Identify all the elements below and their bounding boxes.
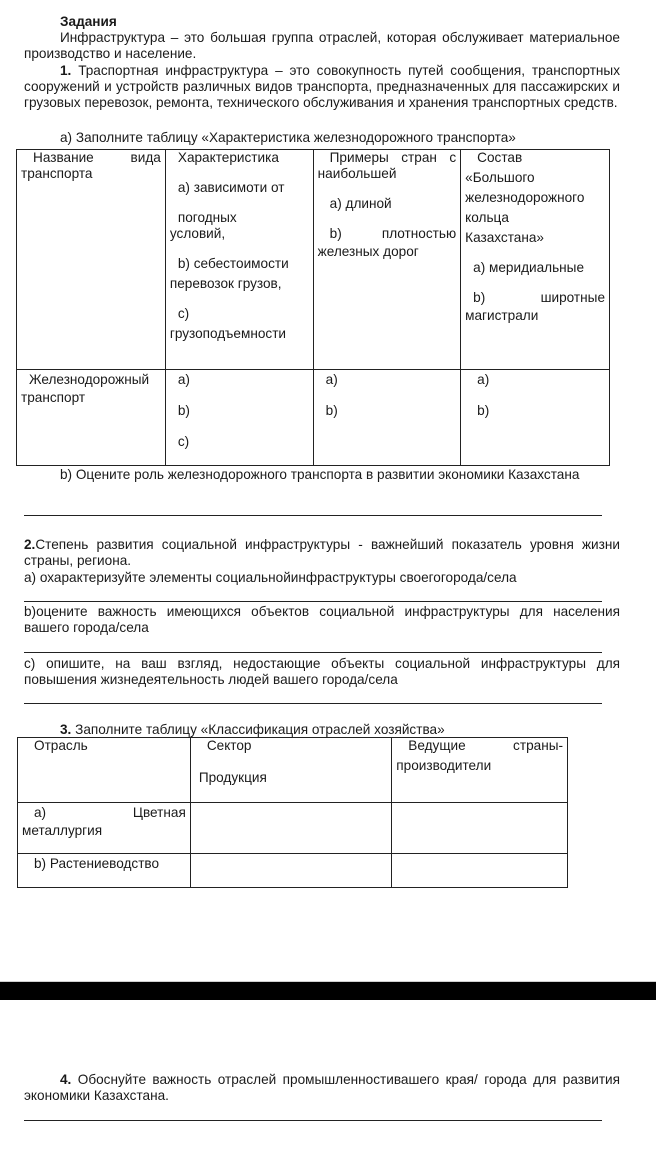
- railway-table: [16, 149, 610, 466]
- header-text: Продукция: [198, 770, 267, 785]
- cell-text: а) Цветная: [34, 805, 186, 820]
- header-ring-composition: [461, 150, 610, 370]
- header-text: перевозок грузов,: [169, 276, 282, 291]
- header-text: грузоподъемности: [169, 326, 287, 341]
- economy-table-header-row: [18, 738, 568, 803]
- task1-number: 1.: [60, 63, 72, 78]
- task3-title: [60, 722, 445, 738]
- page-heading: Задания: [60, 14, 117, 29]
- task2-text: Степень развития социальной инфраструктуры - важнейший показатель уровня жизни страны, региона.: [24, 537, 620, 568]
- task4-text: Обоснуйте важность отраслей промышленностивашего края/ города для развития экономики Казахстана.: [24, 1072, 620, 1103]
- answer-line-4[interactable]: [24, 1120, 602, 1121]
- header-text: железных дорог: [317, 244, 419, 259]
- cell-text: Железнодорожный: [29, 372, 150, 387]
- header-text: кольца: [465, 210, 509, 225]
- header-text: Название вида: [33, 150, 161, 165]
- cell-characteristics-answer[interactable]: [165, 370, 313, 466]
- intro-paragraph: Инфраструктура – это большая группа отраслей, которая обслуживает материальное производство и население.: [24, 30, 620, 61]
- cell-branch: [18, 803, 191, 854]
- cell-text: b): [325, 403, 338, 418]
- header-text: b) себестоимости: [177, 256, 289, 271]
- cell-text: a): [177, 372, 190, 387]
- header-text: а) зависимоти от: [177, 180, 285, 195]
- page-separator-bar: [0, 982, 656, 1000]
- header-text: железнодорожного: [465, 190, 585, 205]
- header-leading-countries: [392, 738, 568, 803]
- task2-subtask-a: а) охарактеризуйте элементы социальнойинфраструктуры своегогорода/села: [24, 570, 517, 585]
- economy-table-row: [18, 854, 568, 888]
- header-text: производители: [396, 758, 492, 773]
- cell-countries-answer[interactable]: [392, 854, 568, 888]
- header-text: b) плотностью: [329, 226, 457, 241]
- railway-table-header-row: [17, 150, 610, 370]
- header-text: погодных: [177, 210, 237, 225]
- cell-text: b): [177, 403, 190, 418]
- economy-table: [17, 737, 568, 888]
- answer-line-2b[interactable]: [24, 652, 602, 653]
- task4-number: 4.: [60, 1072, 72, 1087]
- task3-title-text: Заполните таблицу «Классификация отраслей хозяйства»: [75, 722, 445, 737]
- cell-text: a): [325, 372, 338, 387]
- task3-number: 3.: [60, 722, 72, 737]
- header-text: транспорта: [21, 166, 93, 181]
- task1-paragraph: [24, 63, 620, 111]
- cell-ring-answer[interactable]: [461, 370, 610, 466]
- cell-transport-name: [17, 370, 166, 466]
- task1-text: Траспортная инфраструктура – это совокупность путей сообщения, транспортных сооружений и устройств различных видов транспорта, предназначенных для пассажирских и грузовых перевозок, ремонта, технического обслуживания и хранения транспортных средств.: [24, 63, 620, 110]
- header-text: магистрали: [465, 308, 539, 323]
- task2-number: 2.: [24, 537, 36, 552]
- cell-sector-answer[interactable]: [190, 803, 391, 854]
- cell-text: металлургия: [22, 823, 103, 838]
- task4-paragraph: [24, 1072, 620, 1104]
- cell-sector-answer[interactable]: [190, 854, 391, 888]
- cell-countries-answer[interactable]: [392, 803, 568, 854]
- header-transport-type: [17, 150, 166, 370]
- header-sector-product: [190, 738, 391, 803]
- header-text: Характеристика: [177, 150, 279, 165]
- header-text: c): [177, 306, 190, 321]
- header-text: Ведущие страны-: [408, 738, 563, 753]
- task1-subtask-b: b) Оцените роль железнодорожного транспорта в развитии экономики Казахстана: [60, 467, 580, 482]
- header-characteristics: [165, 150, 313, 370]
- header-text: а) меридиальные: [473, 260, 585, 275]
- task2-subtask-b: b)оцените важность имеющихся объектов социальной инфраструктуры для населения вашего города/села: [24, 604, 620, 635]
- task2-paragraph: [24, 537, 620, 569]
- header-text: «Большого: [465, 170, 535, 185]
- header-text: b) широтные: [473, 290, 605, 305]
- header-text: Состав: [477, 150, 523, 165]
- answer-line-2a[interactable]: [24, 601, 602, 602]
- header-text: Примеры стран с: [329, 150, 457, 165]
- economy-table-row: [18, 803, 568, 854]
- cell-text: b) Растениеводство: [34, 856, 160, 871]
- header-text: а) длиной: [329, 196, 392, 211]
- cell-text: a): [477, 372, 490, 387]
- railway-table-row: [17, 370, 610, 466]
- task2-subtask-c: с) опишите, на ваш взгляд, недостающие объекты социальной инфраструктуры для повышения жизнедеятельность людей вашего города/села: [24, 656, 620, 687]
- cell-text: c): [177, 434, 190, 449]
- cell-text: транспорт: [21, 390, 86, 405]
- task1-subtask-a: а) Заполните таблицу «Характеристика железнодорожного транспорта»: [60, 130, 516, 145]
- header-text: Сектор: [206, 738, 252, 753]
- answer-line-2c[interactable]: [24, 703, 602, 704]
- cell-branch: [18, 854, 191, 888]
- header-text: Казахстана»: [465, 230, 544, 245]
- header-text: наибольшей: [317, 166, 397, 181]
- header-country-examples: [313, 150, 461, 370]
- header-text: условий,: [169, 226, 226, 241]
- cell-text: b): [477, 403, 490, 418]
- header-branch: [18, 738, 191, 803]
- answer-line-1b[interactable]: [24, 515, 602, 516]
- cell-countries-answer[interactable]: [313, 370, 461, 466]
- header-text: Отрасль: [34, 738, 88, 753]
